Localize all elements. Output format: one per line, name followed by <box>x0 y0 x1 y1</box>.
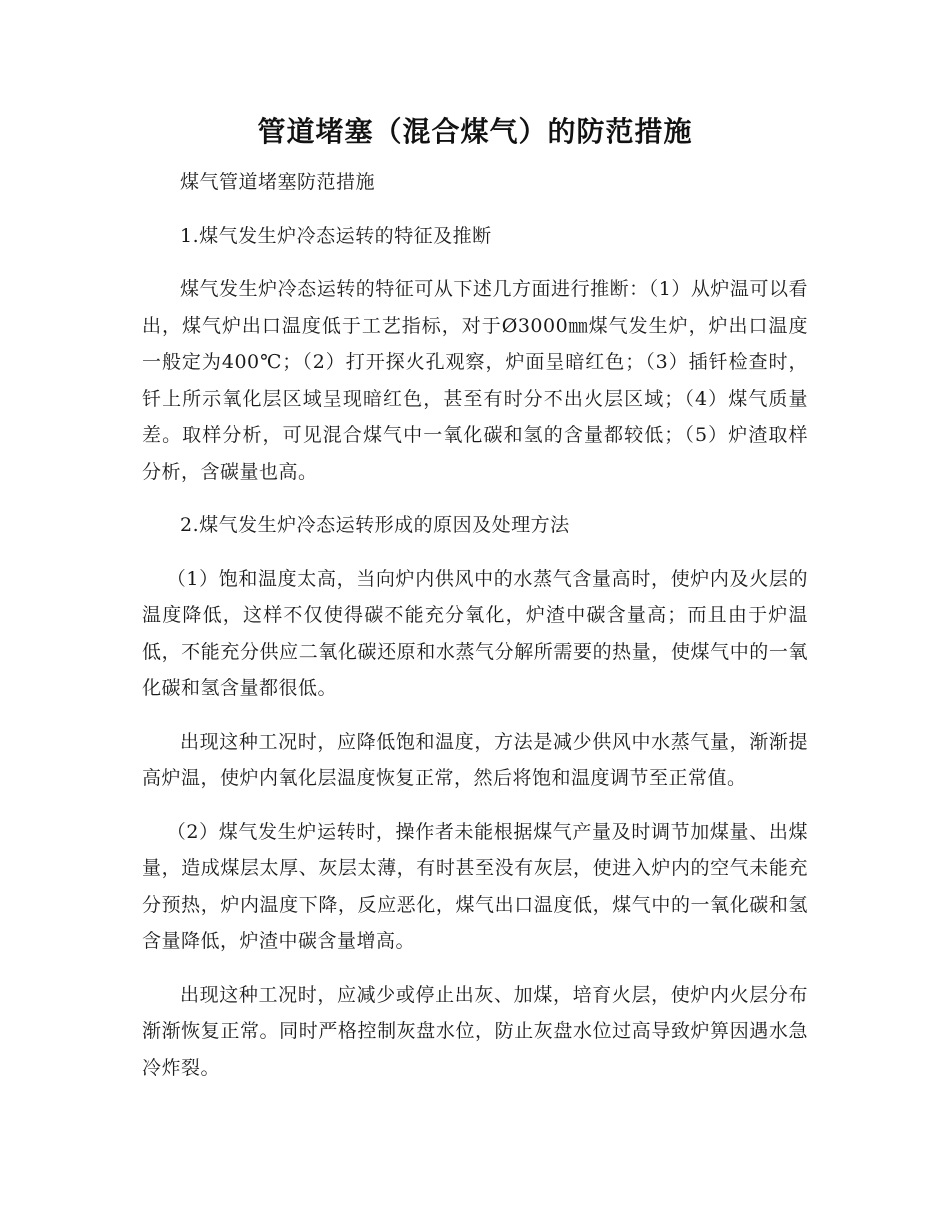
subsection-heading: 1.煤气发生炉冷态运转的特征及推断 <box>180 224 492 247</box>
body-paragraph: 出现这种工况时，应减少或停止出灰、加煤，培育火层，使炉内火层分布渐渐恢复正常。同时严格控制灰盘水位，防止灰盘水位过高导致炉箅因遇水急冷炸裂。 <box>142 983 808 1079</box>
subsection-heading: 2.煤气发生炉冷态运转形成的原因及处理方法 <box>180 514 570 536</box>
body-paragraph: 煤气发生炉冷态运转的特征可从下述几方面进行推断：（1）从炉温可以看出，煤气炉出口温度低于工艺指标，对于Ø3000㎜煤气发生炉，炉出口温度一般定为400℃；（2）打开探火孔观察，炉面呈暗红色；（3）插钎检查时，钎上所示氧化层区域呈现暗红色，甚至有时分不出火层区域；（4）煤气质量差。取样分析，可见混合煤气中一氧化碳和氢的含量都较低；（5）炉渣取样分析，含碳量也高。 <box>142 278 808 483</box>
document-page <box>142 108 808 1103</box>
body-paragraph: （1）饱和温度太高，当向炉内供风中的水蒸气含量高时，使炉内及火层的温度降低，这样不仅使得碳不能充分氧化，炉渣中碳含量高；而且由于炉温低，不能充分供应二氧化碳还原和水蒸气分解所需要的热量，使煤气中的一氧化碳和氢含量都很低。 <box>142 567 808 699</box>
body-paragraph: 出现这种工况时，应降低饱和温度，方法是减少供风中水蒸气量，渐渐提高炉温，使炉内氧化层温度恢复正常，然后将饱和温度调节至正常值。 <box>142 730 808 789</box>
body-paragraph: （2）煤气发生炉运转时，操作者未能根据煤气产量及时调节加煤量、出煤量，造成煤层太厚、灰层太薄，有时甚至没有灰层，使进入炉内的空气未能充分预热，炉内温度下降，反应恶化，煤气出口温度低，煤气中的一氧化碳和氢含量降低，炉渣中碳含量增高。 <box>142 820 808 952</box>
section-heading: 煤气管道堵塞防范措施 <box>180 171 376 193</box>
document-title: 管道堵塞（混合煤气）的防范措施 <box>257 115 693 148</box>
